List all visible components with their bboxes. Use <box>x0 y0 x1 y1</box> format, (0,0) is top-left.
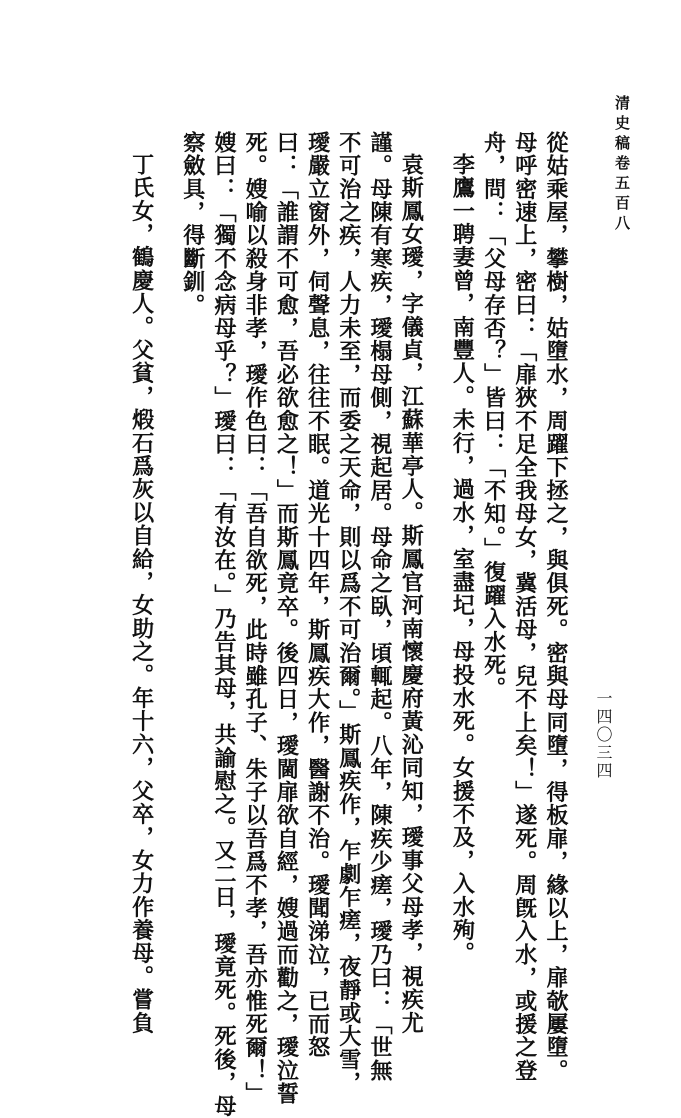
running-header-title: 清史稿卷五百八 <box>613 95 631 235</box>
text-column: 丁氏女，鶴慶人。父貧，煅石爲灰以自給，女助之。年十六，父卒，女力作養母。嘗負 <box>128 153 155 1035</box>
page-number: 一四〇三四 <box>594 690 613 780</box>
text-column: 袁斯鳳女璦，字儀貞，江蘇華亭人。斯鳳官河南懷慶府黃沁同知，璦事父母孝，視疾尤 <box>398 153 425 1035</box>
text-column: 謹。母陳有寒疾，璦榻母側，視起居。母命之臥，頃輒起。八年，陳疾少瘥，璦乃曰：「世無 <box>366 131 393 1083</box>
text-column: 李鷹一聘妻曾，南豐人。未行，過水，室盡圮，母投水死。女援不及，入水殉。 <box>449 153 476 965</box>
text-column: 死。嫂喻以殺身非孝，璦作色曰：「吾自欲死，此時雖孔子、朱子以吾爲不孝，吾亦惟死爾！」 <box>242 131 269 1106</box>
text-column: 璦嚴立窗外，伺聲息，往往不眠。道光十四年，斯鳳疾大作，醫謝不治。璦聞涕泣，已而怒 <box>304 131 331 1059</box>
body-text <box>125 131 571 1118</box>
text-column: 嫂曰：「獨不念病母乎？」璦曰：「有汝在。」乃告其母，共諭慰之。又二日，璦竟死。死後，母 <box>210 131 237 1118</box>
text-column: 舟，問：「父母存否？」皆曰：「不知。」復躍入水死。 <box>480 131 507 700</box>
text-column: 曰：「誰謂不可愈，吾必欲愈之！」而斯鳳竟卒。後四日，璦閫扉欲自經，嫂過而勸之，璦泣誓 <box>273 131 300 1106</box>
text-column: 不可治之疾，人力未至，而委之天命，則以爲不可治爾。」斯鳳疾作，乍劇乍瘥，夜靜或大雪， <box>335 131 362 1095</box>
text-column: 察斂具，得斷釧。 <box>179 131 206 317</box>
text-column: 母呼密速上，密曰：「扉狹不足全我母女，冀活母，兒不上矣！」遂死。周旣入水，或援之登 <box>511 131 538 1083</box>
text-column: 從姑乘屋，攀樹，姑墮水，周躍下拯之，與俱死。密與母同墮，得板扉，緣以上，扉欹屢墮。 <box>543 131 569 1083</box>
